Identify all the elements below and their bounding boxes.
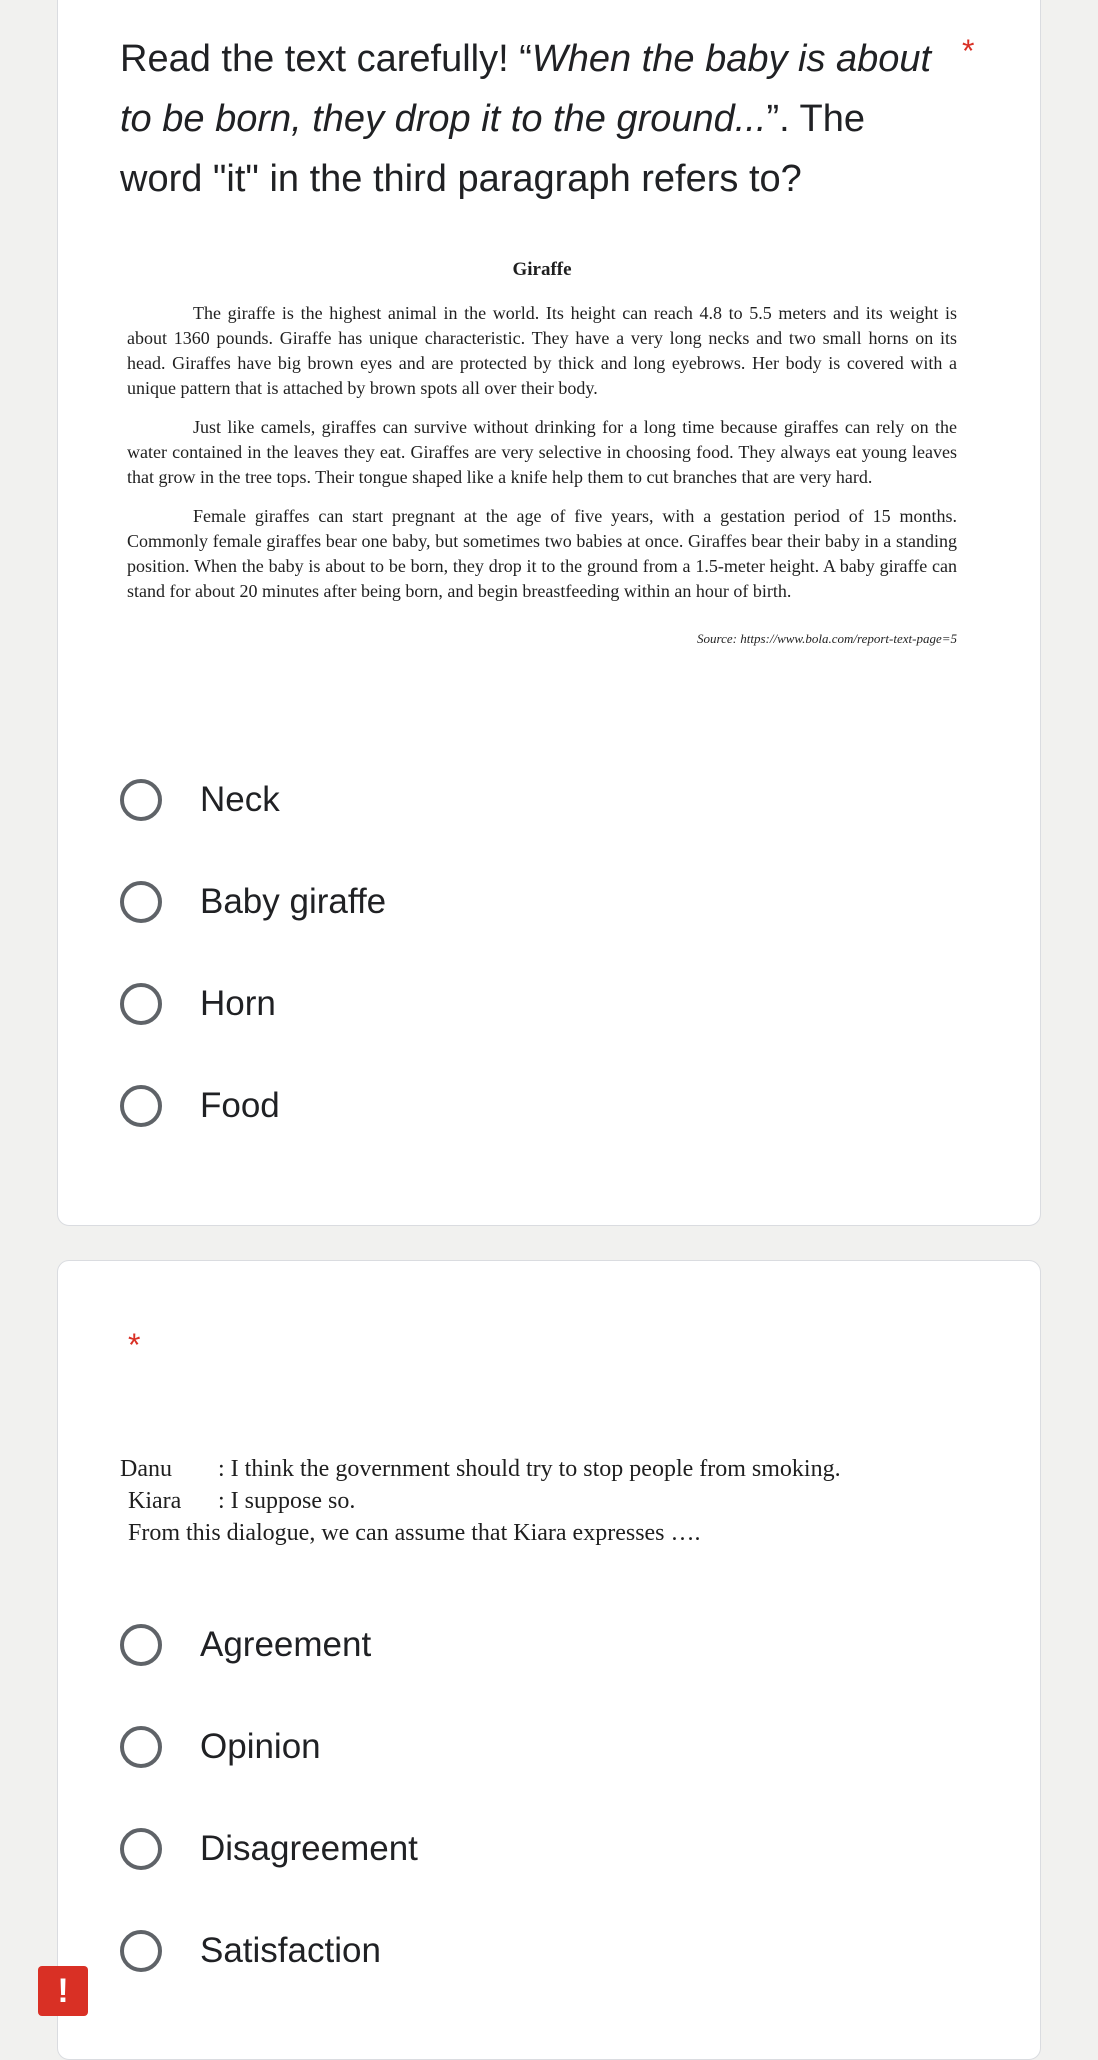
passage-title: Giraffe bbox=[512, 259, 572, 280]
option-label: Opinion bbox=[200, 1727, 321, 1766]
radio-group bbox=[120, 749, 386, 1157]
option-food[interactable] bbox=[120, 1055, 386, 1157]
error-alert-icon: ! bbox=[38, 1966, 88, 2016]
radio-button[interactable] bbox=[120, 779, 162, 821]
option-label: Neck bbox=[200, 780, 280, 819]
option-label: Satisfaction bbox=[200, 1931, 381, 1970]
required-asterisk: * bbox=[128, 1327, 141, 1363]
option-label: Food bbox=[200, 1086, 280, 1125]
radio-button[interactable] bbox=[120, 1085, 162, 1127]
option-label: Agreement bbox=[200, 1625, 372, 1664]
option-satisfaction[interactable] bbox=[120, 1900, 418, 2002]
radio-button[interactable] bbox=[120, 983, 162, 1025]
option-neck[interactable] bbox=[120, 749, 386, 851]
question-card-2 bbox=[57, 1260, 1041, 2060]
passage-paragraph-3: Female giraffes can start pregnant at the age of five years, with a gestation period of 15 months. Commonly female giraffes bear one baby, but sometimes two babies at once. Giraffes bear their baby in a standing position. When the baby is about to be born, they drop it to the ground from a 1.5-meter height. A baby giraffe can stand for about 20 minutes after being born, and begin breastfeeding within an hour of birth. bbox=[127, 506, 957, 601]
passage-paragraph-2: Just like camels, giraffes can survive without drinking for a long time because giraffes can rely on the water contained in the leaves they eat. Giraffes are very selective in choosing food. They always eat young leaves that grow in the tree tops. Their tongue shaped like a knife help them to cut branches that are very hard. bbox=[127, 417, 957, 487]
question-card-1 bbox=[57, 0, 1041, 1226]
radio-button[interactable] bbox=[120, 1828, 162, 1870]
option-agreement[interactable] bbox=[120, 1594, 418, 1696]
passage-image bbox=[127, 259, 957, 665]
option-opinion[interactable] bbox=[120, 1696, 418, 1798]
required-asterisk: * bbox=[962, 33, 975, 69]
passage-paragraph-1: The giraffe is the highest animal in the world. Its height can reach 4.8 to 5.5 meters and its weight is about 1360 pounds. Giraffe has unique characteristic. They have a very long necks and two small horns on its head. Giraffes have big brown eyes and are protected by thick and long eyebrows. Her body is covered with a unique pattern that is attached by brown spots all over their body. bbox=[127, 303, 957, 398]
dialogue-image bbox=[120, 1453, 1000, 1549]
speaker-name: Danu bbox=[120, 1456, 172, 1482]
question-title: Read the text carefully! “When the baby is about to be born, they drop it to the ground...”. The word "it" in the third paragraph refers to? bbox=[120, 38, 932, 200]
radio-button[interactable] bbox=[120, 881, 162, 923]
option-baby-giraffe[interactable] bbox=[120, 851, 386, 953]
option-horn[interactable] bbox=[120, 953, 386, 1055]
dialogue-text: : I suppose so. bbox=[218, 1488, 356, 1514]
option-label: Disagreement bbox=[200, 1829, 418, 1868]
passage-source: Source: https://www.bola.com/report-text-page=5 bbox=[697, 631, 957, 646]
dialogue-text: : I think the government should try to stop people from smoking. bbox=[218, 1456, 841, 1482]
radio-button[interactable] bbox=[120, 1930, 162, 1972]
dialogue-question: From this dialogue, we can assume that Kiara expresses …. bbox=[128, 1520, 701, 1546]
speaker-name: Kiara bbox=[128, 1488, 182, 1514]
radio-group bbox=[120, 1594, 418, 2002]
option-disagreement[interactable] bbox=[120, 1798, 418, 1900]
option-label: Baby giraffe bbox=[200, 882, 387, 921]
option-label: Horn bbox=[200, 984, 276, 1023]
dialogue-line-2 bbox=[120, 1485, 1000, 1517]
radio-button[interactable] bbox=[120, 1726, 162, 1768]
radio-button[interactable] bbox=[120, 1624, 162, 1666]
dialogue-line-1 bbox=[120, 1453, 1000, 1485]
